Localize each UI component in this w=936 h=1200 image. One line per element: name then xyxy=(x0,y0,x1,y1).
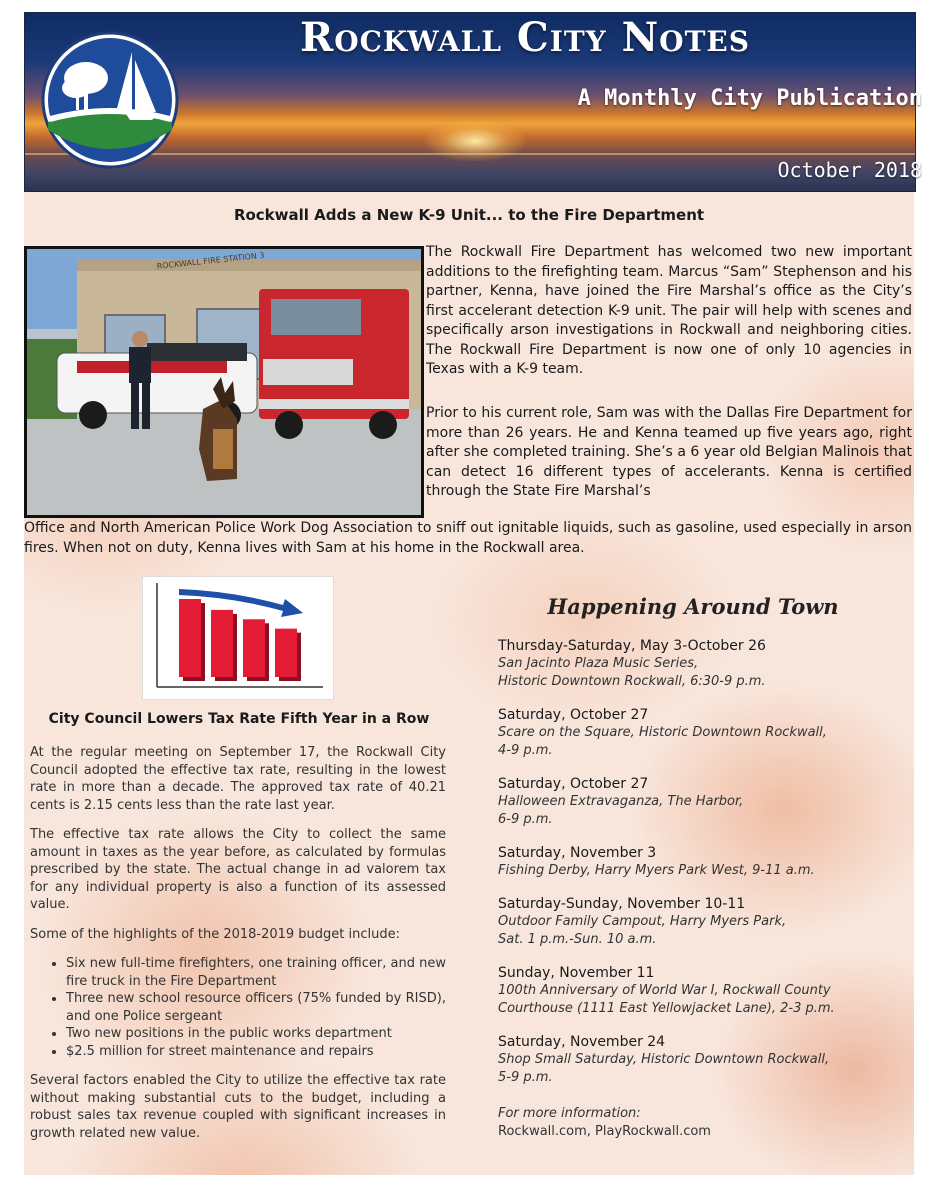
event-item xyxy=(498,706,888,760)
event-date: Saturday, October 27 xyxy=(498,776,649,792)
event-description: Scare on the Square, Historic Downtown Rockwall, 4-9 p.m. xyxy=(498,725,827,758)
k9-paragraph-2: Prior to his current role, Sam was with the Dallas Fire Department for more than 26 years. He and Kenna teamed up five years ago, right after she completed training. She’s a 6 year old Belgian Malinois that can detect 16 different types of accelerants. Kenna is certified through the State Fire Marshal’s xyxy=(426,405,912,499)
event-item xyxy=(498,844,888,880)
event-date: Saturday-Sunday, November 10-11 xyxy=(498,896,746,912)
k9-paragraph-3: Office and North American Police Work Dog Association to sniff out ignitable liquids, such as gasoline, used especially in arson fires. When not on duty, Kenna lives with Sam at his home in the Rockwall area. xyxy=(24,520,912,556)
event-description: Shop Small Saturday, Historic Downtown Rockwall, 5-9 p.m. xyxy=(498,1052,830,1085)
chart-bar xyxy=(179,599,201,677)
chart-bar xyxy=(275,629,297,677)
tax-rate-chart xyxy=(142,576,334,700)
k9-headline: Rockwall Adds a New K-9 Unit... to the Fire Department xyxy=(233,206,705,224)
event-item xyxy=(498,1033,888,1087)
event-date: Saturday, November 24 xyxy=(498,1034,666,1050)
happening-title: Happening Around Town xyxy=(547,594,839,619)
event-date: Thursday-Saturday, May 3-October 26 xyxy=(498,638,766,654)
more-info-label: For more information: xyxy=(498,1106,641,1121)
event-description: Outdoor Family Campout, Harry Myers Park, Sat. 1 p.m.-Sun. 10 a.m. xyxy=(498,914,787,947)
event-item xyxy=(498,895,888,949)
issue-date: October 2018 xyxy=(777,158,922,182)
event-date: Sunday, November 11 xyxy=(498,965,655,981)
tax-chart-svg xyxy=(143,577,333,699)
k9-photo xyxy=(24,246,424,518)
tax-article-body xyxy=(30,744,446,1154)
budget-item: • Two new positions in the public works department xyxy=(66,1025,446,1043)
event-item xyxy=(498,775,888,829)
newsletter-title: Rockwall City Notes xyxy=(300,14,750,61)
tax-paragraph-2: The effective tax rate allows the City to collect the same amount in taxes as the year before, as calculated by formulas prescribed by the state. The actual change in ad valorem tax for any individual property is also a function of its assessed value. xyxy=(30,827,446,912)
happening-around-town xyxy=(498,594,888,1141)
chart-bar xyxy=(243,619,265,677)
station-sign: ROCKWALL FIRE STATION 3 xyxy=(156,250,265,271)
city-logo xyxy=(40,30,180,170)
setting-sun xyxy=(425,121,525,161)
tax-paragraph-1: At the regular meeting on September 17, the Rockwall City Council adopted the effective tax rate, resulting in the lowest rate in more than a decade. The approved tax rate of 40.21 cents is 2.15 cents less than the rate last year. xyxy=(30,745,446,813)
budget-highlights-list xyxy=(30,955,446,1060)
budget-item: • $2.5 million for street maintenance and repairs xyxy=(66,1043,446,1061)
tax-headline: City Council Lowers Tax Rate Fifth Year in a Row xyxy=(48,711,430,727)
tax-paragraph-4: Several factors enabled the City to utilize the effective tax rate without making substantial cuts to the budget, including a robust sales tax revenue coupled with significant increases in growth related new value. xyxy=(30,1073,446,1141)
k9-paragraph-1: The Rockwall Fire Department has welcomed two new important additions to the firefighting team. Marcus “Sam” Stephenson and his partner, Kenna, have joined the Fire Marshal’s office as the City’s first accelerant detection K-9 unit. The pair will help with scenes and specifically arson investigations in Rockwall and neighboring cities. The Rockwall Fire Department is now one of only 10 agencies in Texas with a K-9 team. xyxy=(426,244,912,377)
event-date: Saturday, November 3 xyxy=(498,845,657,861)
budget-item: • Three new school resource officers (75% funded by RISD), and one Police sergeant xyxy=(66,990,446,1025)
tax-paragraph-3: Some of the highlights of the 2018-2019 budget include: xyxy=(30,926,401,942)
event-item xyxy=(498,964,888,1018)
event-description: 100th Anniversary of World War I, Rockwall County Courthouse (1111 East Yellowjacket Lane), 2-3 p.m. xyxy=(498,983,835,1016)
more-info-links: Rockwall.com, PlayRockwall.com xyxy=(498,1124,711,1139)
event-description: San Jacinto Plaza Music Series, Historic Downtown Rockwall, 6:30-9 p.m. xyxy=(498,656,766,689)
chart-bar xyxy=(211,610,233,677)
budget-item: • Six new full-time firefighters, one training officer, and new fire truck in the Fire Department xyxy=(66,955,446,990)
event-description: Halloween Extravaganza, The Harbor, 6-9 p.m. xyxy=(498,794,744,827)
event-date: Saturday, October 27 xyxy=(498,707,649,723)
event-description: Fishing Derby, Harry Myers Park West, 9-11 a.m. xyxy=(498,863,815,878)
newsletter-subtitle: A Monthly City Publication xyxy=(577,86,922,111)
event-item xyxy=(498,637,888,691)
